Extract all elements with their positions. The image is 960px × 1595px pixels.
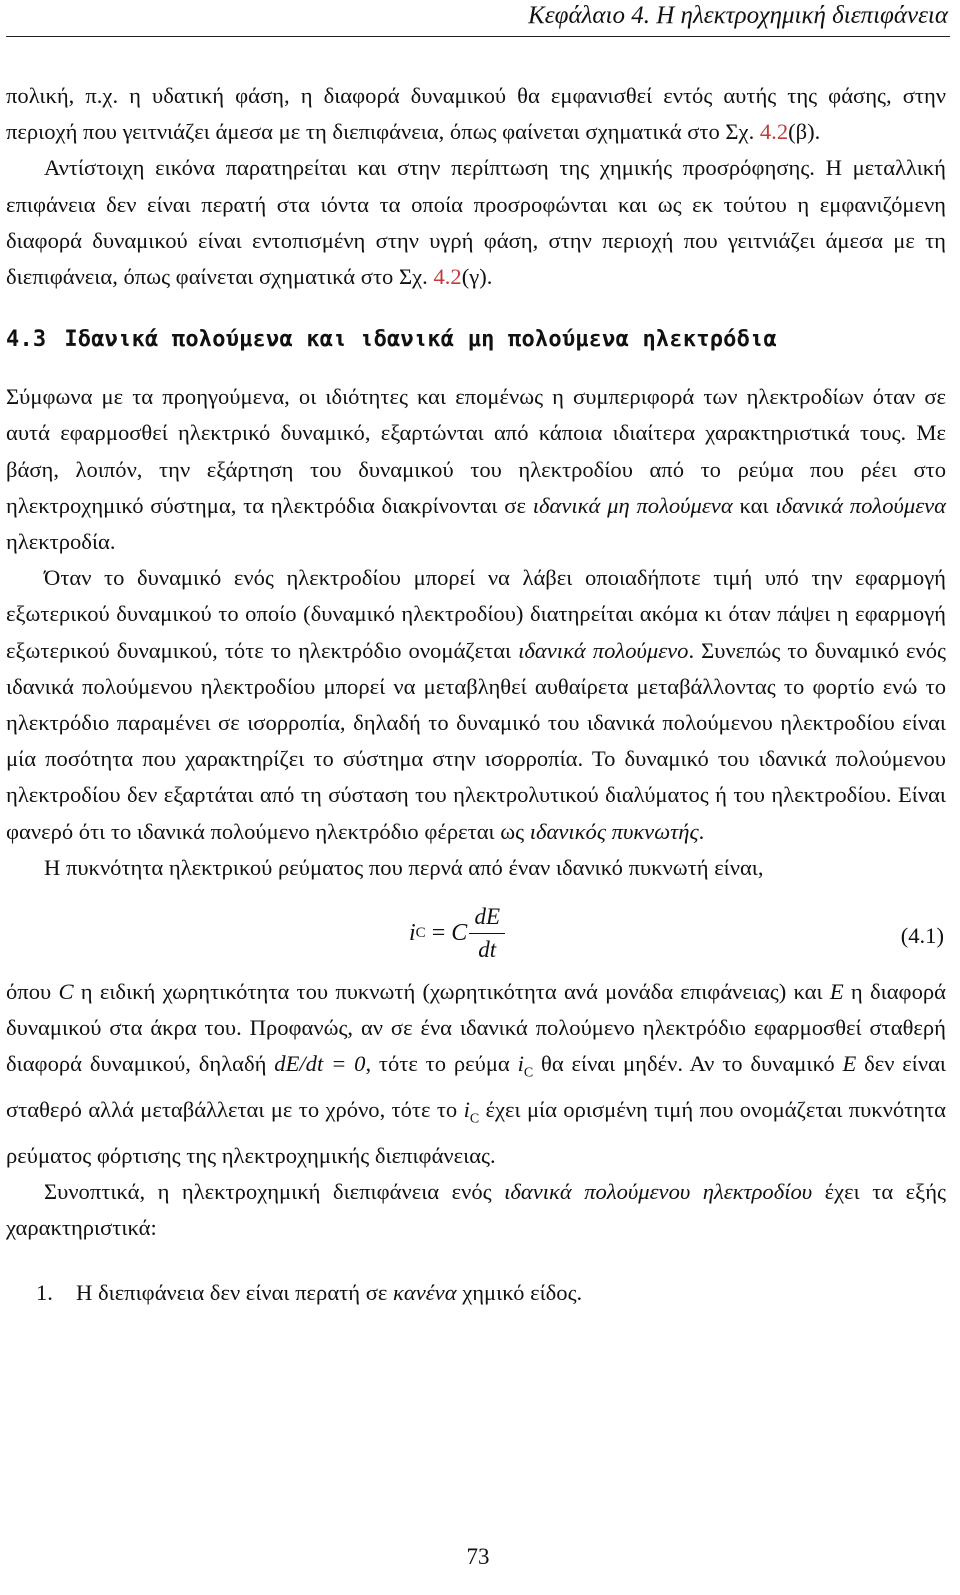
paragraph-text: (β). xyxy=(788,119,821,145)
figure-ref-link[interactable]: 4.2 xyxy=(759,119,789,145)
eq-lhs-var: i xyxy=(409,919,416,946)
math-sub: C xyxy=(469,1111,480,1127)
paragraph-text: ηλεκτροδία. xyxy=(6,529,116,555)
eq-fraction xyxy=(469,903,505,964)
paragraph-text: όπου xyxy=(6,979,59,1005)
eq-lhs-sub: C xyxy=(415,924,426,941)
paragraph-text: η ειδική χωρητικότητα του πυκνωτή (χωρητικότητα ανά μονάδα επιφάνειας) και xyxy=(73,979,830,1005)
list-item-text xyxy=(76,1275,582,1311)
paragraph-chemisorption xyxy=(6,150,946,295)
emphasis-text: ιδανικός πυκνωτής xyxy=(529,818,699,844)
math-var: E xyxy=(829,979,844,1005)
paragraph-summary xyxy=(6,1174,946,1246)
eq-coef: C xyxy=(451,919,468,946)
eq-equals: = xyxy=(425,919,452,946)
math-var: C xyxy=(58,979,74,1005)
paragraph-text: πολική, π.χ. η υδατική φάση, η διαφορά δυναμικού θα εμφανισθεί εντός αυτής της φάσης, στην περιοχή που γειτνιάζει άμεσα με τη διεπιφάνεια, όπως φαίνεται σχηματικά στο Σχ. xyxy=(6,83,946,145)
section-heading xyxy=(6,321,946,359)
emphasis-text: ιδανικά πολούμενα xyxy=(775,492,946,518)
paragraph-intro xyxy=(6,379,946,560)
paragraph-text: , τότε το ρεύμα xyxy=(365,1051,518,1077)
page-number: 73 xyxy=(466,1544,490,1569)
math-sub: C xyxy=(523,1065,534,1081)
emphasis-text: ιδανικά πολούμενο xyxy=(518,637,689,663)
math-var: E xyxy=(842,1051,857,1077)
paragraph-polarizable xyxy=(6,560,946,850)
paragraph-text: έχει μία ορισμένη τιμή που ονομάζεται πυκνότητα ρεύματος φόρτισης της ηλεκτροχημικής διεπιφάνειας. xyxy=(6,1097,946,1168)
running-header: Κεφάλαιο 4. Η ηλεκτροχημική διεπιφάνεια xyxy=(528,2,948,29)
paragraph-text: . Συνεπώς το δυναμικό ενός ιδανικά πολούμενου ηλεκτροδίου μπορεί να μεταβληθεί αυθαίρετα μεταβάλλοντας το φορτίο ενώ το ηλεκτρόδιο παραμένει σε ισορροπία, δηλαδή το δυναμικό του ιδανικά πολούμενου ηλεκτροδίου είναι μία ποσότητα που χαρακτηρίζει το σύστημα στην ισορροπία. Το δυναμικό του ιδανικά πολούμενου ηλεκτροδίου δεν εξαρτάται από τη σύσταση του ηλεκτρολυτικού διαλύματος ή του ηλεκτροδίου. Είναι φανερό ότι το ιδανικά πολούμενο ηλεκτρόδιο φέρεται ως xyxy=(6,637,947,844)
equation-body xyxy=(409,898,505,968)
paragraph-capacitance xyxy=(6,974,946,1174)
paragraph-text: Όταν το δυναμικό ενός ηλεκτροδίου μπορεί να λάβει οποιαδήποτε τιμή υπό την εφαρμογή εξωτερικού δυναμικού το οποίο (δυναμικό ηλεκτροδίου) διατηρείται ακόμα κι όταν πάψει η εφαρμογή εξωτερικού δυναμικού, τότε το ηλεκτρόδιο ονομάζεται xyxy=(6,565,946,663)
paragraph-text: Συνοπτικά, η ηλεκτροχημική διεπιφάνεια ενός xyxy=(44,1179,505,1205)
math-expr: dE/dt = 0 xyxy=(274,1051,366,1077)
equation-number: (4.1) xyxy=(900,923,944,949)
equation-4-1 xyxy=(6,894,946,970)
paragraph-text: δεν είναι σταθερό αλλά μεταβάλλεται με το χρόνο, τότε το xyxy=(6,1051,946,1123)
emphasis-text: ιδανικά μη πολούμενα xyxy=(532,492,733,518)
paragraph-text: Αντίστοιχη εικόνα παρατηρείται και στην περίπτωση της χημικής προσρόφησης. Η μεταλλική επιφάνεια δεν είναι περατή στα ιόντα τα οποία προσροφώνται και ως εκ τούτου η εμφανιζόμενη διαφορά δυναμικού είναι εντοπισμένη στην υγρή φάση, στην περιοχή που γειτνιάζει άμεσα με τη διεπιφάνεια, όπως φαίνεται σχηματικά στο Σχ. xyxy=(6,155,946,290)
list-marker: 1. xyxy=(36,1279,53,1305)
paragraph-text: και xyxy=(732,492,776,518)
paragraph-text: Η διεπιφάνεια δεν είναι περατή σε xyxy=(76,1279,394,1305)
body-text xyxy=(6,78,946,1311)
paragraph-continued xyxy=(6,78,946,150)
paragraph-text: η διαφορά δυναμικού στα άκρα του. Προφανώς, αν σε ένα ιδανικά πολούμενο ηλεκτρόδιο εφαρμοσθεί σταθερή διαφορά δυναμικού, δηλαδή xyxy=(6,979,947,1077)
paragraph-text: χημικό είδος. xyxy=(456,1279,583,1305)
eq-numerator: dE xyxy=(474,903,501,929)
list-item xyxy=(6,1275,946,1311)
math-var: i xyxy=(463,1097,470,1123)
figure-ref-link[interactable]: 4.2 xyxy=(433,264,462,290)
document-page xyxy=(6,0,956,1595)
header-rule xyxy=(6,36,950,37)
eq-fraction-bar xyxy=(469,933,505,934)
paragraph-text: έχει τα εξής χαρακτηριστικά: xyxy=(6,1179,946,1241)
paragraph-text: . xyxy=(698,818,705,844)
math-var: i xyxy=(517,1051,524,1077)
emphasis-text: κανένα xyxy=(393,1279,457,1305)
eq-denominator: dt xyxy=(478,936,497,962)
paragraph-current-density: Η πυκνότητα ηλεκτρικού ρεύματος που περνά από έναν ιδανικό πυκνωτή είναι, xyxy=(44,854,764,880)
section-title: Ιδανικά πολούμενα και ιδανικά μη πολούμενα ηλεκτρόδια xyxy=(64,327,777,353)
paragraph-text: Σύμφωνα με τα προηγούμενα, οι ιδιότητες και επομένως η συμπεριφορά των ηλεκτροδίων όταν σε αυτά εφαρμοσθεί ηλεκτρικό δυναμικό, εξαρτώνται από κάποια ιδιαίτερα χαρακτηριστικά τους. Με βάση, λοιπόν, την εξάρτηση του δυναμικού του ηλεκτροδίου από το ρεύμα που ρέει στο ηλεκτροχημικό σύστημα, τα ηλεκτρόδια διακρίνονται σε xyxy=(6,384,946,518)
paragraph-text: θα είναι μηδέν. Αν το δυναμικό xyxy=(533,1051,843,1077)
emphasis-text: ιδανικά πολούμενου ηλεκτροδίου xyxy=(504,1179,813,1205)
paragraph-text: (γ). xyxy=(461,264,493,290)
section-number: 4.3 xyxy=(6,327,47,353)
